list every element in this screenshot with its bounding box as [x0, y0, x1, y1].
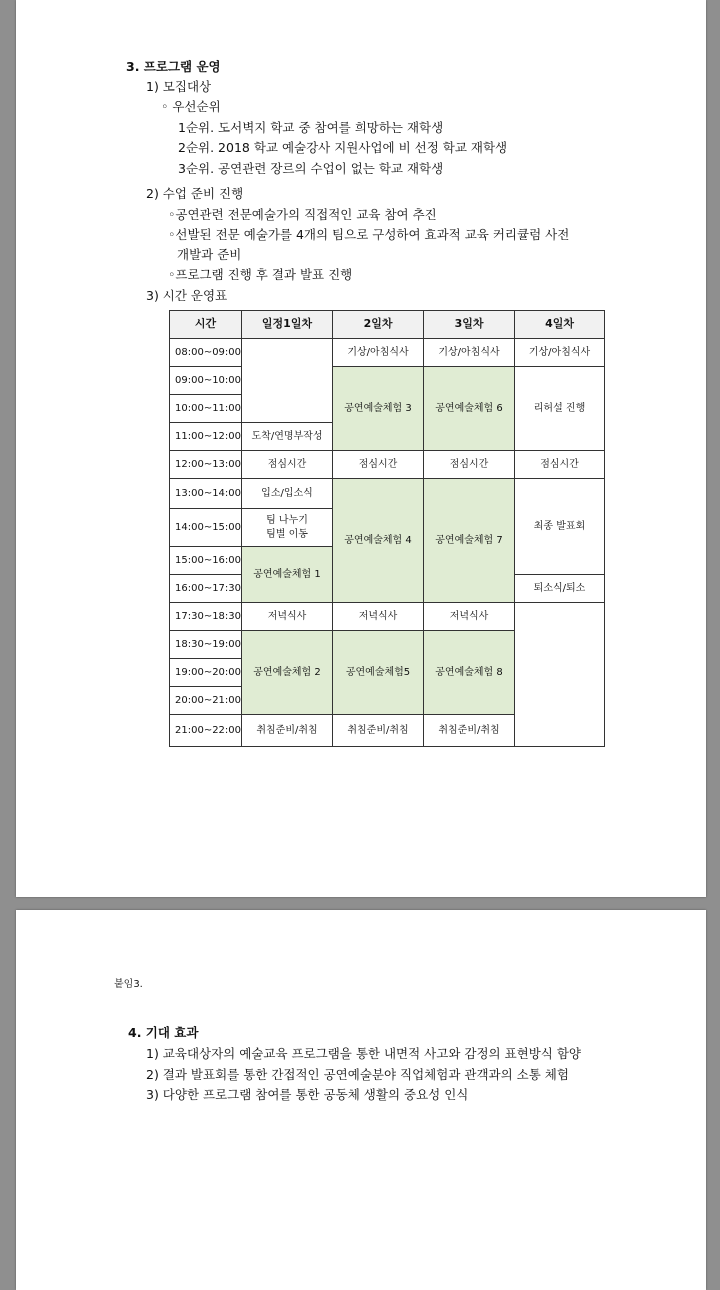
- document-page-1: [16, 0, 706, 897]
- prep-item-2-cont: 개발과 준비: [177, 247, 242, 262]
- day3-lunch: 점심시간: [424, 451, 515, 479]
- subsection-3-title: 3) 시간 운영표: [146, 288, 228, 303]
- day3-breakfast: 기상/아침식사: [424, 339, 515, 367]
- day3-exp6: 공연예술체험 6: [424, 367, 515, 451]
- time-cell: 14:00~15:00: [170, 509, 242, 547]
- day2-breakfast: 기상/아침식사: [333, 339, 424, 367]
- priority-item-1: 1순위. 도서벽지 학교 중 참여를 희망하는 재학생: [178, 120, 444, 135]
- empty-cell: [515, 603, 605, 747]
- header-time: 시간: [170, 311, 242, 339]
- time-cell: 12:00~13:00: [170, 451, 242, 479]
- day1-team: [242, 509, 333, 547]
- time-cell: 09:00~10:00: [170, 367, 242, 395]
- day3-dinner: 저녁식사: [424, 603, 515, 631]
- schedule-table: [169, 310, 605, 747]
- prep-item-1: ◦공연관련 전문예술가의 직접적인 교육 참여 추진: [168, 207, 437, 222]
- time-cell: 08:00~09:00: [170, 339, 242, 367]
- prep-item-2: ◦선발된 전문 예술가를 4개의 팀으로 구성하여 효과적 교육 커리큘럼 사전: [168, 227, 570, 242]
- day1-sleep: 취침준비/취침: [242, 715, 333, 747]
- day2-exp4: 공연예술체험 4: [333, 479, 424, 603]
- day1-checkin: 입소/입소식: [242, 479, 333, 509]
- empty-cell: [242, 339, 333, 423]
- day2-exp5: 공연예술체험5: [333, 631, 424, 715]
- time-cell: 15:00~16:00: [170, 547, 242, 575]
- prep-item-3: ◦프로그램 진행 후 결과 발표 진행: [168, 267, 353, 282]
- day4-breakfast: 기상/아침식사: [515, 339, 605, 367]
- section-3-title: 3. 프로그램 운영: [126, 59, 221, 74]
- time-cell: 21:00~22:00: [170, 715, 242, 747]
- time-cell: 16:00~17:30: [170, 575, 242, 603]
- day3-exp8: 공연예술체험 8: [424, 631, 515, 715]
- subsection-2-title: 2) 수업 준비 진행: [146, 186, 244, 201]
- day1-dinner: 저녁식사: [242, 603, 333, 631]
- header-day2: 2일차: [333, 311, 424, 339]
- day1-team-line2: 팀별 이동: [266, 528, 308, 540]
- time-cell: 19:00~20:00: [170, 659, 242, 687]
- day2-exp3: 공연예술체험 3: [333, 367, 424, 451]
- document-page-2: [16, 910, 706, 1290]
- day4-lunch: 점심시간: [515, 451, 605, 479]
- priority-bullet: ◦ 우선순위: [161, 99, 221, 114]
- day1-team-line1: 팀 나누기: [266, 515, 308, 526]
- priority-item-2: 2순위. 2018 학교 예술강사 지원사업에 비 선정 학교 재학생: [178, 140, 508, 155]
- attachment-label: 붙임3.: [114, 979, 143, 990]
- effect-item-3: 3) 다양한 프로그램 참여를 통한 공동체 생활의 중요성 인식: [146, 1087, 469, 1102]
- priority-item-3: 3순위. 공연관련 장르의 수업이 없는 학교 재학생: [178, 161, 444, 176]
- header-day4: 4일차: [515, 311, 605, 339]
- time-cell: 18:30~19:00: [170, 631, 242, 659]
- day1-exp2: 공연예술체험 2: [242, 631, 333, 715]
- day4-final: 최종 발표회: [515, 479, 605, 575]
- subsection-1-title: 1) 모집대상: [146, 79, 212, 94]
- time-cell: 13:00~14:00: [170, 479, 242, 509]
- day1-lunch: 점심시간: [242, 451, 333, 479]
- time-cell: 17:30~18:30: [170, 603, 242, 631]
- day4-rehearsal: 리허설 진행: [515, 367, 605, 451]
- day1-arrival: 도착/연명부작성: [242, 423, 333, 451]
- day1-exp1: 공연예술체험 1: [242, 547, 333, 603]
- time-cell: 20:00~21:00: [170, 687, 242, 715]
- day3-exp7: 공연예술체험 7: [424, 479, 515, 603]
- day3-sleep: 취침준비/취침: [424, 715, 515, 747]
- effect-item-2: 2) 결과 발표회를 통한 간접적인 공연예술분야 직업체험과 관객과의 소통 체험: [146, 1067, 569, 1082]
- section-4-title: 4. 기대 효과: [128, 1025, 199, 1040]
- day2-lunch: 점심시간: [333, 451, 424, 479]
- header-day1: 일정1일차: [242, 311, 333, 339]
- day2-sleep: 취침준비/취침: [333, 715, 424, 747]
- effect-item-1: 1) 교육대상자의 예술교육 프로그램을 통한 내면적 사고와 감정의 표현방식 함양: [146, 1046, 581, 1061]
- day2-dinner: 저녁식사: [333, 603, 424, 631]
- time-cell: 10:00~11:00: [170, 395, 242, 423]
- time-cell: 11:00~12:00: [170, 423, 242, 451]
- day4-checkout: 퇴소식/퇴소: [515, 575, 605, 603]
- header-day3: 3일차: [424, 311, 515, 339]
